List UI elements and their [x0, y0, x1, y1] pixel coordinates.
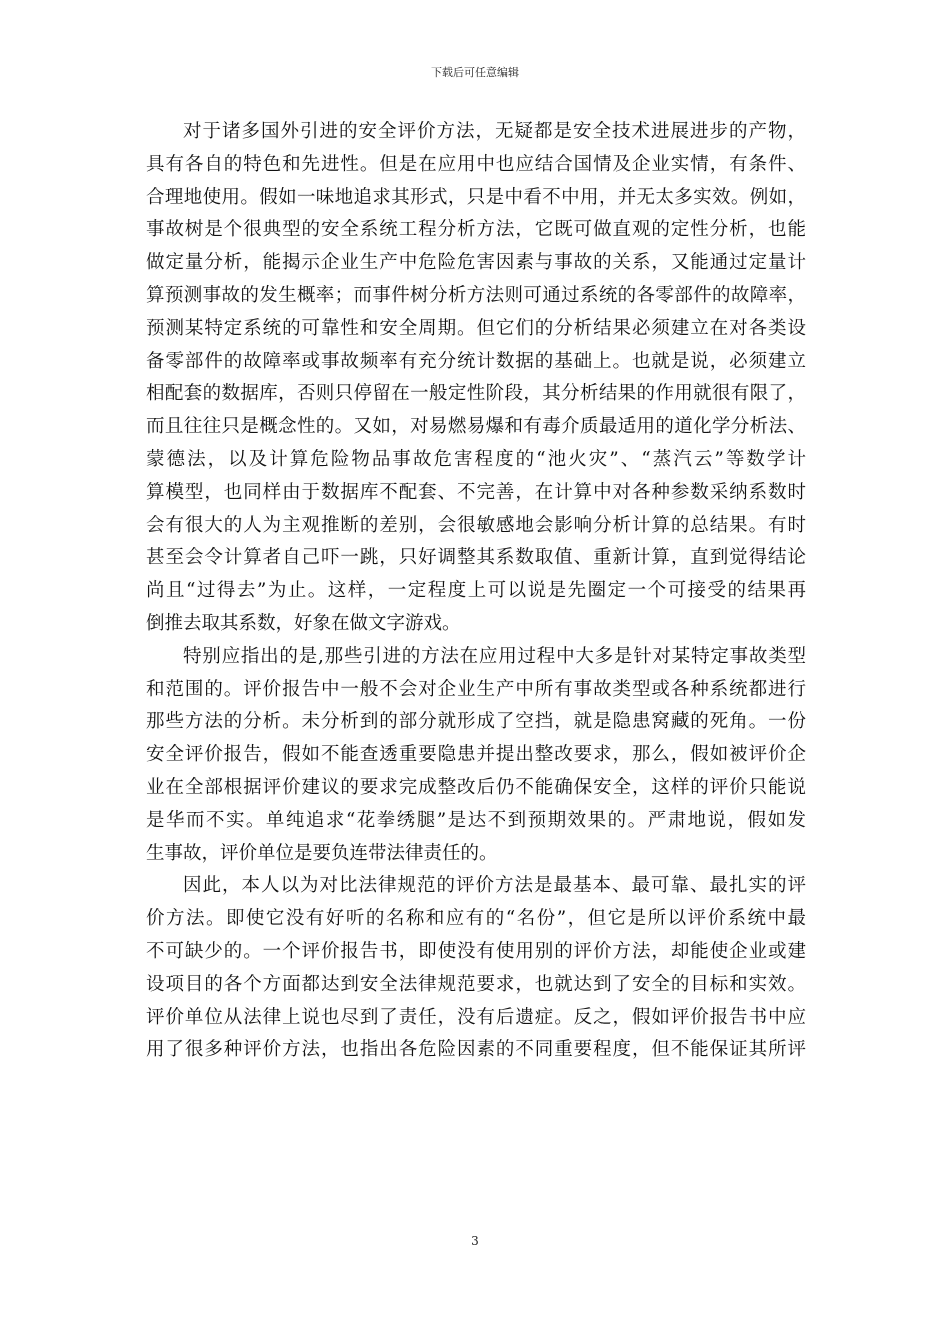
text-line: 不可缺少的。一个评价报告书，即使没有使用别的评价方法，却能使企业或建	[146, 940, 806, 962]
text-line: 相配套的数据库，否则只停留在一般定性阶段，其分析结果的作用就很有限了，	[146, 383, 806, 405]
text-line: 蒙德法，以及计算危险物品事故危害程度的“池火灾”、“蒸汽云”等数学计	[146, 448, 806, 470]
text-line: 会有很大的人为主观推断的差别，会很敏感地会影响分析计算的总结果。有时	[146, 514, 806, 536]
paragraph-3	[146, 870, 806, 1067]
text-line: 算模型，也同样由于数据库不配套、不完善，在计算中对各种参数采纳系数时	[146, 481, 806, 503]
text-line: 合理地使用。假如一味地追求其形式，只是中看不中用，并无太多实效。例如，	[146, 186, 806, 208]
text-line: 业在全部根据评价建议的要求完成整改后仍不能确保安全，这样的评价只能说	[146, 776, 806, 798]
text-line: 和范围的。评价报告中一般不会对企业生产中所有事故类型或各种系统都进行	[146, 678, 806, 700]
text-line: 而且往往只是概念性的。又如，对易燃易爆和有毒介质最适用的道化学分析法、	[146, 416, 806, 438]
text-line: 用了很多种评价方法，也指出各危险因素的不同重要程度，但不能保证其所评	[146, 1039, 806, 1061]
text-line: 评价单位从法律上说也尽到了责任，没有后遗症。反之，假如评价报告书中应	[146, 1006, 806, 1028]
text-line: 事故树是个很典型的安全系统工程分析方法，它既可做直观的定性分析，也能	[146, 219, 806, 241]
text-line: 算预测事故的发生概率；而事件树分析方法则可通过系统的各零部件的故障率，	[146, 284, 806, 306]
text-line: 价方法。即使它没有好听的名称和应有的“名份”，但它是所以评价系统中最	[146, 908, 806, 930]
text-line: 备零部件的故障率或事故频率有充分统计数据的基础上。也就是说，必须建立	[146, 350, 806, 372]
document-body	[146, 116, 806, 1067]
text-line: 倒推去取其系数，好象在做文字游戏。	[146, 612, 461, 634]
text-line: 那些方法的分析。未分析到的部分就形成了空挡，就是隐患窝藏的死角。一份	[146, 711, 806, 733]
text-line: 安全评价报告，假如不能查透重要隐患并提出整改要求，那么，假如被评价企	[146, 744, 806, 766]
text-line: 生事故，评价单位是要负连带法律责任的。	[146, 842, 498, 864]
text-line: 尚且“过得去”为止。这样，一定程度上可以说是先圈定一个可接受的结果再	[146, 580, 806, 602]
text-line: 设项目的各个方面都达到安全法律规范要求，也就达到了安全的目标和实效。	[146, 973, 806, 995]
paragraph-2	[146, 641, 806, 871]
text-line: 是华而不实。单纯追求“花拳绣腿”是达不到预期效果的。严肃地说，假如发	[146, 809, 806, 831]
text-line: 甚至会令计算者自己吓一跳，只好调整其系数取值、重新计算，直到觉得结论	[146, 547, 806, 569]
text-line: 预测某特定系统的可靠性和安全周期。但它们的分析结果必须建立在对各类设	[146, 317, 806, 339]
page-header: 下载后可任意编辑	[431, 66, 519, 79]
text-line: 做定量分析，能揭示企业生产中危险危害因素与事故的关系，又能通过定量计	[146, 252, 806, 274]
text-line: 具有各自的特色和先进性。但是在应用中也应结合国情及企业实情，有条件、	[146, 153, 806, 175]
text-line: 因此，本人以为对比法律规范的评价方法是最基本、最可靠、最扎实的评	[183, 875, 806, 897]
paragraph-1	[146, 116, 806, 641]
text-line: 对于诸多国外引进的安全评价方法，无疑都是安全技术进展进步的产物，	[183, 121, 806, 142]
page-number: 3	[471, 1234, 479, 1248]
text-line: 特别应指出的是,那些引进的方法在应用过程中大多是针对某特定事故类型	[183, 645, 806, 667]
